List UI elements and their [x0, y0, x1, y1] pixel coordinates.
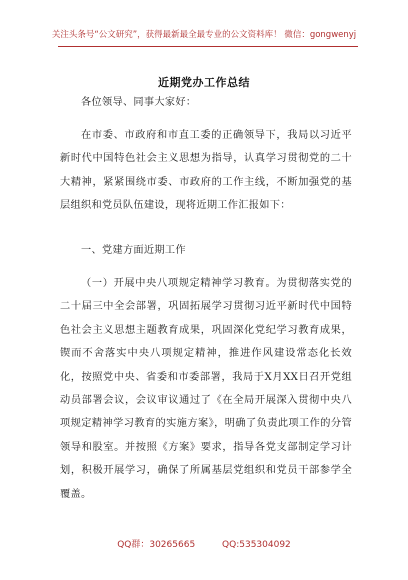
footer-qq: QQ:535304092 — [222, 540, 291, 550]
paragraph-intro: 在市委、市政府和市直工委的正确领导下，我局以习近平新时代中国特色社会主义思想为指导，认真学习贯彻党的二十大精神，紧紧围绕市委、市政府的工作主线，不断加强党的基层组织和党员队伍建设，现将近期工作汇报如下： — [60, 130, 352, 212]
document-title: 近期党办工作总结 — [158, 76, 250, 89]
footer-contact — [0, 537, 408, 550]
footer-qq-group: QQ群：30265665 — [117, 540, 196, 550]
header-banner: 关注头条号“公文研究”，获得最新最全最专业的公文资料库！ 微信：gongwenyj — [51, 30, 357, 40]
header-divider — [58, 46, 358, 47]
paragraph-section-1: （一）开展中央八项规定精神学习教育。为贯彻落实党的二十届三中全会部署，巩固拓展学习贯彻习近平新时代中国特色社会主义思想主题教育成果，巩固深化党纪学习教育成果，锲而不舍落实中央八项规定精神，推进作风建设常态化长效化，按照党中央、省委和市委部署，我局于X月XX日召开党组动员部署会议，会议审议通过了《在全局开展深入贯彻中央八项规定精神学习教育的实施方案》，明确了负责此项工作的分管领导和股室。并按照《方案》要求，指导各党支部制定学习计划，积极开展学习，确保了所属基层党组织和党员干部参学全覆盖。 — [60, 278, 352, 500]
section-heading: 一、党建方面近期工作 — [81, 245, 186, 256]
greeting: 各位领导、同事大家好： — [81, 97, 197, 108]
